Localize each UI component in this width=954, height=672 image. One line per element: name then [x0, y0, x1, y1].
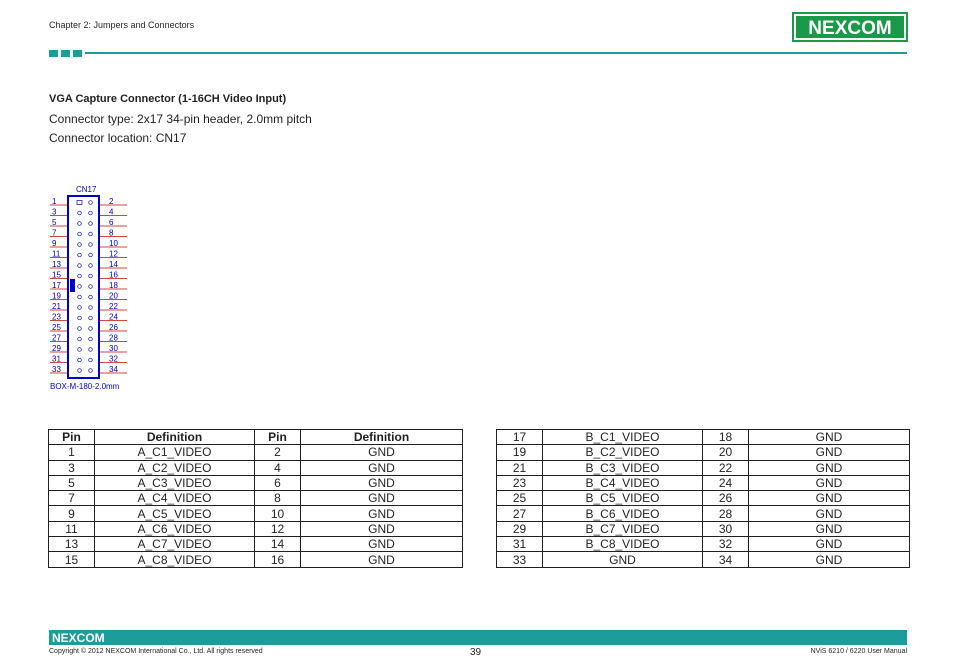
connector-ref-label: CN17	[76, 185, 97, 194]
table-cell: GND	[301, 460, 463, 475]
pin-right	[89, 253, 93, 257]
table-cell: A_C1_VIDEO	[95, 445, 255, 460]
table-cell: A_C7_VIDEO	[95, 537, 255, 552]
table-cell: 2	[255, 445, 301, 460]
pin-number-left: 25	[52, 323, 61, 332]
pin-number-right: 20	[109, 291, 118, 301]
pin-right	[89, 327, 93, 331]
table-row	[497, 475, 910, 490]
table-row	[497, 552, 910, 567]
table-cell: 6	[255, 475, 301, 490]
pin-number-left: 1	[52, 197, 57, 206]
pin-right	[89, 243, 93, 247]
pin-left	[78, 222, 82, 226]
pin-left	[78, 358, 82, 362]
col-header: Definition	[301, 430, 463, 445]
pin-number-right: 2	[109, 197, 114, 206]
pin-right	[89, 264, 93, 268]
table-cell: B_C3_VIDEO	[543, 460, 703, 475]
table-cell: 20	[703, 445, 749, 460]
table-cell: 34	[703, 552, 749, 567]
table-row	[49, 460, 463, 475]
table-row	[49, 537, 463, 552]
header-square	[61, 50, 70, 57]
pin-number-left: 15	[52, 270, 61, 280]
connector-diagram	[48, 183, 130, 393]
pin-left	[78, 253, 82, 257]
pin-number-right: 8	[109, 228, 114, 238]
pin-right	[89, 337, 93, 341]
pin-left	[78, 369, 82, 373]
table-header-row	[49, 430, 463, 445]
pin-number-left: 31	[52, 354, 61, 364]
table-cell: 17	[497, 430, 543, 445]
table-cell: 1	[49, 445, 95, 460]
pin-number-right: 6	[109, 218, 114, 227]
table-cell: B_C5_VIDEO	[543, 491, 703, 506]
pin-number-right: 24	[109, 312, 118, 322]
pin-number-left: 19	[52, 291, 61, 301]
col-header: Pin	[49, 430, 95, 445]
col-header: Pin	[255, 430, 301, 445]
pin-right	[89, 285, 93, 289]
pin-right	[89, 232, 93, 236]
table-cell: 7	[49, 491, 95, 506]
table-cell: A_C8_VIDEO	[95, 552, 255, 567]
pin-number-left: 21	[52, 302, 61, 311]
table-cell: GND	[749, 445, 910, 460]
table-cell: GND	[301, 475, 463, 490]
table-row	[49, 521, 463, 536]
pin-number-left: 7	[52, 228, 57, 238]
table-cell: B_C6_VIDEO	[543, 506, 703, 521]
pin-left	[78, 211, 82, 215]
table-row	[49, 552, 463, 567]
pin-number-right: 26	[109, 323, 118, 332]
pin-right	[89, 211, 93, 215]
pin-number-left: 5	[52, 218, 57, 227]
table-row	[49, 491, 463, 506]
pin-number-left: 3	[52, 207, 57, 217]
footer-bar	[49, 630, 907, 645]
nexcom-logo	[792, 12, 908, 42]
table-cell: 21	[497, 460, 543, 475]
table-row	[497, 460, 910, 475]
table-cell: GND	[301, 506, 463, 521]
connector-part-label: BOX-M-180-2.0mm	[50, 382, 120, 391]
table-cell: 11	[49, 521, 95, 536]
pin-left	[77, 201, 82, 205]
table-cell: B_C7_VIDEO	[543, 521, 703, 536]
table-row	[497, 430, 910, 445]
table-cell: GND	[749, 430, 910, 445]
table-row	[497, 491, 910, 506]
table-cell: GND	[543, 552, 703, 567]
pin-table-right	[496, 429, 910, 568]
table-cell: A_C4_VIDEO	[95, 491, 255, 506]
pin-left	[78, 285, 82, 289]
table-cell: 15	[49, 552, 95, 567]
connector-location: Connector location: CN17	[49, 131, 187, 145]
table-cell: GND	[749, 460, 910, 475]
table-cell: 29	[497, 521, 543, 536]
pin-right	[89, 274, 93, 278]
table-cell: GND	[749, 552, 910, 567]
manual-name: NViS 6210 / 6220 User Manual	[810, 648, 907, 655]
pin-number-right: 14	[109, 260, 118, 269]
pin-left	[78, 316, 82, 320]
pin-number-right: 28	[109, 333, 118, 343]
pin-number-left: 13	[52, 260, 61, 269]
table-cell: 9	[49, 506, 95, 521]
pin-number-right: 18	[109, 281, 118, 290]
table-cell: GND	[301, 521, 463, 536]
pin-right	[89, 306, 93, 310]
footer-logo: NEXCOM	[52, 631, 105, 645]
pin-number-left: 11	[52, 249, 61, 259]
section-title: VGA Capture Connector (1-16CH Video Input)	[49, 93, 287, 105]
table-row	[49, 475, 463, 490]
pin-left	[78, 337, 82, 341]
pin-left	[78, 348, 82, 352]
table-cell: 27	[497, 506, 543, 521]
table-cell: 16	[255, 552, 301, 567]
pin-number-right: 34	[109, 365, 118, 374]
header-rule	[85, 52, 907, 54]
pin-number-left: 27	[52, 333, 61, 343]
chapter-title: Chapter 2: Jumpers and Connectors	[49, 20, 195, 30]
table-cell: B_C4_VIDEO	[543, 475, 703, 490]
pin-number-left: 17	[52, 281, 61, 290]
pin-right	[89, 201, 93, 205]
pin-left	[78, 295, 82, 299]
table-cell: 19	[497, 445, 543, 460]
table-cell: GND	[301, 552, 463, 567]
table-cell: GND	[749, 491, 910, 506]
table-row	[497, 537, 910, 552]
pin-number-left: 9	[52, 239, 57, 248]
pin-left	[78, 243, 82, 247]
table-row	[49, 506, 463, 521]
table-cell: A_C2_VIDEO	[95, 460, 255, 475]
pin-number-right: 32	[109, 354, 118, 364]
table-cell: 31	[497, 537, 543, 552]
table-cell: A_C6_VIDEO	[95, 521, 255, 536]
table-cell: 3	[49, 460, 95, 475]
diagram-pins	[52, 197, 118, 374]
table-cell: 25	[497, 491, 543, 506]
table-cell: 10	[255, 506, 301, 521]
table-cell: 24	[703, 475, 749, 490]
table-cell: 8	[255, 491, 301, 506]
table-cell: GND	[749, 537, 910, 552]
connector-type: Connector type: 2x17 34-pin header, 2.0mm pitch	[49, 112, 312, 126]
table-cell: 26	[703, 491, 749, 506]
table-cell: 4	[255, 460, 301, 475]
page-number: 39	[470, 647, 482, 658]
pin-number-right: 30	[109, 344, 118, 353]
pin-number-right: 4	[109, 207, 114, 217]
pin-number-right: 12	[109, 249, 118, 259]
table-cell: A_C3_VIDEO	[95, 475, 255, 490]
table-row	[49, 445, 463, 460]
table-row	[497, 445, 910, 460]
table-cell: B_C2_VIDEO	[543, 445, 703, 460]
table-cell: 28	[703, 506, 749, 521]
pin-right	[89, 316, 93, 320]
table-cell: GND	[301, 537, 463, 552]
pin-number-right: 22	[109, 302, 118, 311]
table-cell: B_C1_VIDEO	[543, 430, 703, 445]
pin-right	[89, 358, 93, 362]
table-cell: 5	[49, 475, 95, 490]
table-cell: 32	[703, 537, 749, 552]
table-cell: GND	[301, 445, 463, 460]
pin-number-left: 33	[52, 365, 61, 374]
table-cell: GND	[749, 506, 910, 521]
pin-table-left	[48, 429, 463, 568]
pin-number-right: 10	[109, 239, 118, 248]
table-row	[497, 506, 910, 521]
table-cell: GND	[301, 491, 463, 506]
table-cell: 23	[497, 475, 543, 490]
pin-right	[89, 295, 93, 299]
pin-left	[78, 306, 82, 310]
table-row	[497, 521, 910, 536]
table-cell: 12	[255, 521, 301, 536]
pin-number-right: 16	[109, 270, 118, 280]
pin-right	[89, 222, 93, 226]
pin-left	[78, 232, 82, 236]
logo-text: NEXCOM	[808, 18, 892, 39]
pin-left	[78, 274, 82, 278]
col-header: Definition	[95, 430, 255, 445]
connector-key	[70, 279, 75, 292]
table-cell: GND	[749, 475, 910, 490]
table-cell: GND	[749, 521, 910, 536]
table-cell: 13	[49, 537, 95, 552]
table-cell: A_C5_VIDEO	[95, 506, 255, 521]
table-cell: B_C8_VIDEO	[543, 537, 703, 552]
pin-number-left: 29	[52, 344, 61, 353]
pin-right	[89, 369, 93, 373]
table-cell: 30	[703, 521, 749, 536]
header-square	[49, 50, 58, 57]
table-cell: 22	[703, 460, 749, 475]
header-square	[73, 50, 82, 57]
pin-right	[89, 348, 93, 352]
table-cell: 18	[703, 430, 749, 445]
pin-left	[78, 264, 82, 268]
table-cell: 33	[497, 552, 543, 567]
pin-number-left: 23	[52, 312, 61, 322]
copyright: Copyright © 2012 NEXCOM International Co., Ltd. All rights reserved	[49, 648, 263, 655]
table-cell: 14	[255, 537, 301, 552]
pin-left	[78, 327, 82, 331]
